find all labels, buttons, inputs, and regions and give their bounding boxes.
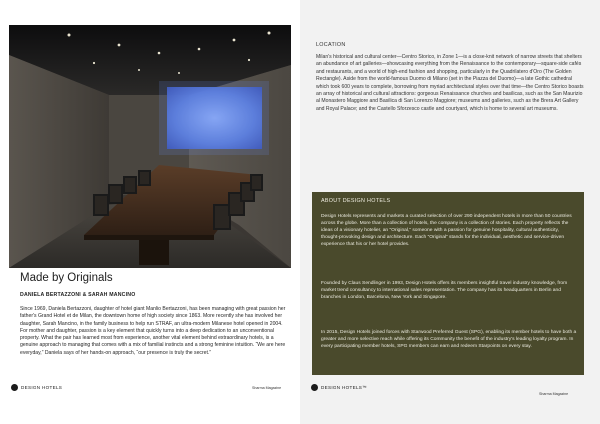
location-heading: LOCATION [316, 42, 346, 48]
byline: DANIELA BERTAZZONI & SARAH MANCINO [20, 292, 136, 298]
about-paragraph-3: In 2015, Design Hotels joined forces with Starwood Preferred Guest (SPG), enabling its member hotels to have both a greater and more selective reach while offering its Community the benefit of the industry's leading loyalty program. In every participating member hotels, SPG members can earn and redeem Starpoints on every stay. [321, 330, 577, 349]
meeting-room-photo [9, 25, 291, 268]
about-heading: ABOUT DESIGN HOTELS [321, 198, 391, 204]
about-paragraph-2: Founded by Claus Sendlinger in 1993, Design Hotels offers its members insightful travel industry knowledge, from market trend consultancy to international sales representation. The company has its headquarters in Berlin and branches in London, Barcelona, New York and Singapore. [321, 281, 568, 300]
headline: Made by Originals [20, 272, 113, 284]
footer-magazine-right: Sharma Magazine [539, 392, 569, 396]
location-paragraph: Milan's historical and cultural center—Centro Storico, in Zone 1—is a close-knit network of narrow streets that shelters an abundance of art galleries—showcasing everything from the Renaissance to the contemporary—square-side cafés and restaurants, and a world of high-end fashion and shopping, particularly in the Quadrilatero d'Oro (The Golden Rectangle). Aside from the world-famous Duomo di Milano (set in the Piazza del Duomo)—a late Gothic cathedral which took 600 years to complete, borrowing from myriad architectural styles over that time—the Centro Storico boasts an array of historical and cultural attractions: gorgeous Renaissance churches and basilicas, such as the San Maurizio al Monastero Maggiore and Basilica di San Lorenzo Maggiore; museums and galleries, such as the Brera Art Gallery and Royal Palace; and the Castello Sforzesco castle and courtyard, which is home to several art museums. [316, 54, 584, 112]
footer-magazine: Sharma Magazine [252, 386, 282, 390]
footer-logo [11, 384, 62, 391]
footer-logo-right-text: DESIGN HOTELS™ [321, 385, 368, 390]
about-paragraph-1: Design Hotels represents and markets a curated selection of over 290 independent hotels in more than 50 countries across the globe. More than a collection of hotels, the company is a collection of stories. Each property reflects the ideas of a visionary hotelier, an “Original,” someone with a passion for genuine hospitality, cultural authenticity, thought-provoking design and architecture. Each “Original” stands for the individual, aesthetic and service-driven experience that his or her hotel provides. [321, 214, 572, 247]
bio-paragraph: Since 1969, Daniela Bertazzoni, daughter of hotel giant Manlio Bertazzoni, has been managing with great passion her father's Grand Hotel et de Milan, the downtown home of high society since 1863. More recently she has involved her daughter, Sarah Mancino, in the family business to help run STRAF, an ultra-modern Milanese hotel opened in 2004. For mother and daughter, passion is a key element that quickly turns into a deep dedication to an unconventional property. What the pair has learned most from experience, another vital element behind extraordinary hotels, is a genuine approach to managing that comes with a mix of familial instincts and a strong feminine intuition. “We are here everyday,” Daniela says of her hands-on approach, “our presence is truly the secret.” [20, 306, 286, 356]
footer-logo-right [311, 384, 367, 391]
design-hotels-disc-icon [311, 384, 318, 391]
footer-logo-text: DESIGN HOTELS [21, 385, 63, 390]
about-design-hotels-box [312, 192, 584, 375]
design-hotels-disc-icon [11, 384, 18, 391]
